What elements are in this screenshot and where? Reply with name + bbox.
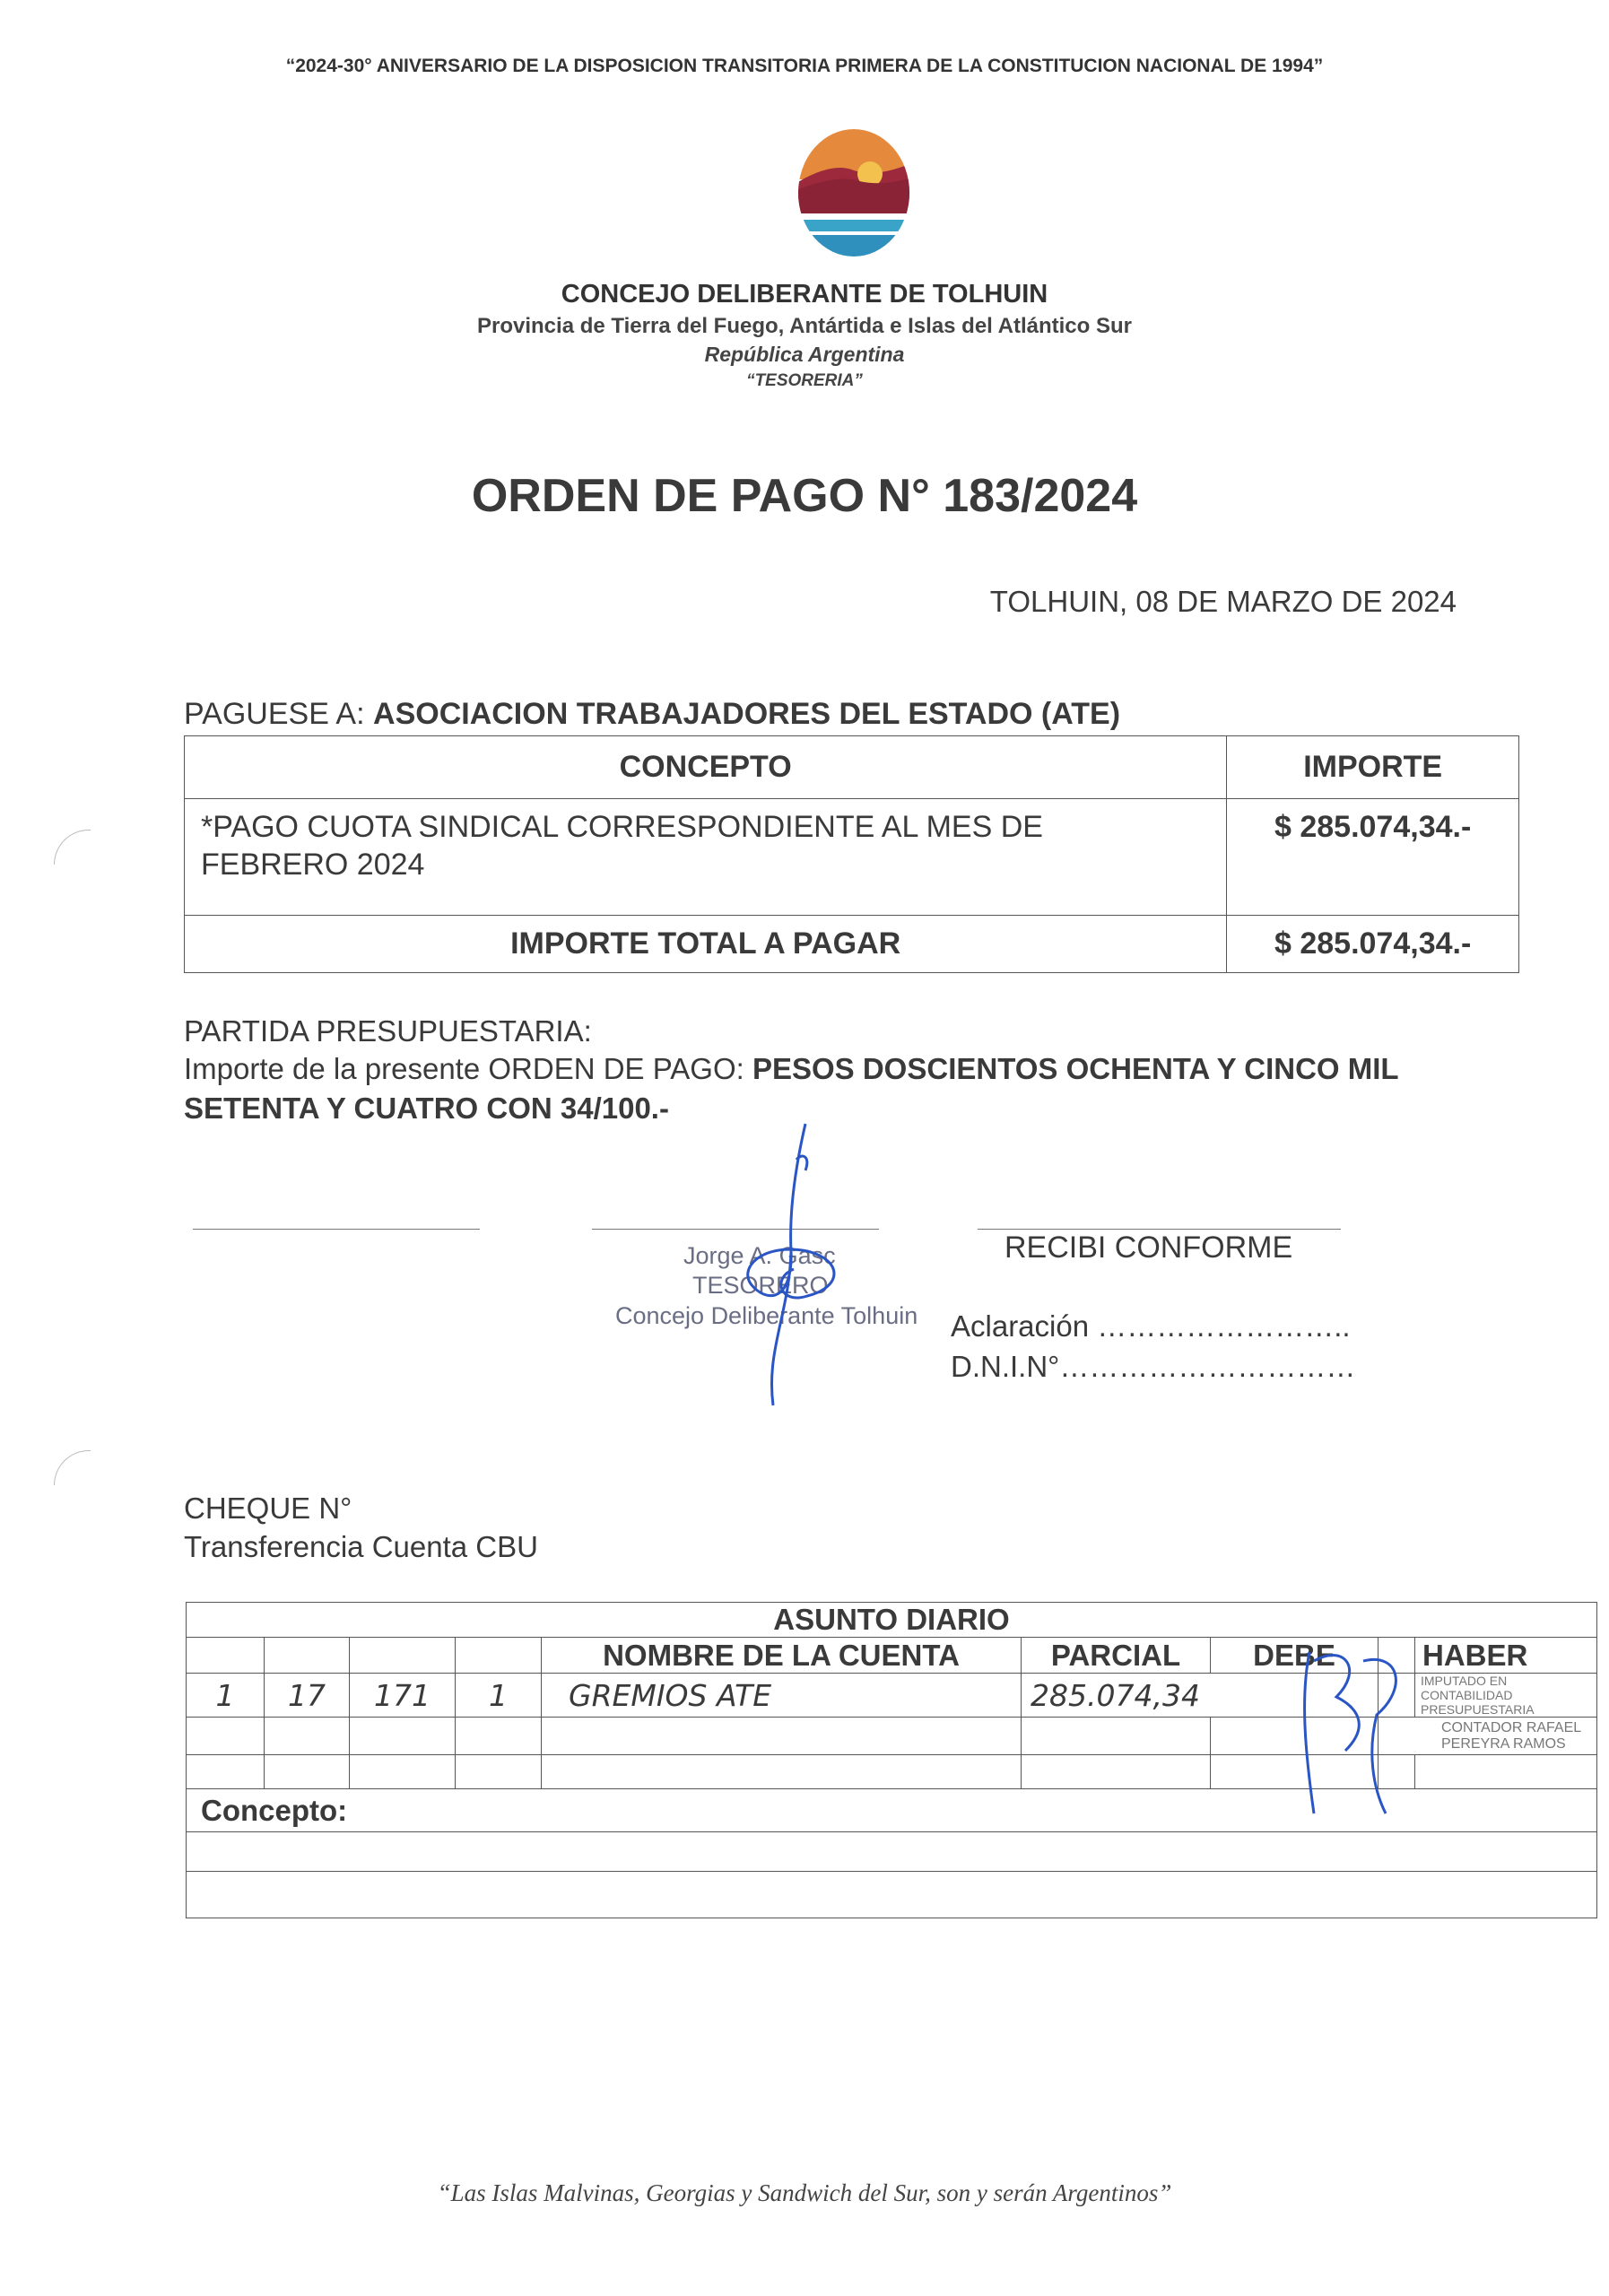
institution-country: República Argentina [704, 343, 905, 366]
empty-cell [456, 1755, 542, 1789]
total-amount: $ 285.074,34.- [1227, 916, 1519, 973]
empty-cell [1415, 1755, 1597, 1789]
account-code-2: 17 [265, 1674, 350, 1718]
dni-field: D.N.I.N°………………………… [951, 1350, 1356, 1383]
journal-concept-line [187, 1832, 1597, 1872]
concept-table [184, 735, 1519, 973]
footer-motto: “Las Islas Malvinas, Georgias y Sandwich del Sur, son y serán Argentinos” [437, 2179, 1172, 2206]
journal-concept-label: Concepto: [187, 1789, 1597, 1832]
punch-hole-mark [54, 1450, 91, 1485]
empty-cell [350, 1755, 456, 1789]
payee-line [184, 697, 1120, 732]
total-label: IMPORTE TOTAL A PAGAR [185, 916, 1227, 973]
credit-header: HABER [1415, 1638, 1597, 1674]
institution-province: Provincia de Tierra del Fuego, Antártida e Islas del Atlántico Sur [477, 314, 1132, 338]
document-date: TOLHUIN, 08 DE MARZO DE 2024 [989, 585, 1457, 618]
clarification-field: Aclaración …………………….. [951, 1309, 1351, 1343]
concept-item [185, 799, 1227, 916]
accounting-stamp-line-1: IMPUTADO EN [1421, 1674, 1508, 1688]
institution-name: CONCEJO DELIBERANTE DE TOLHUIN [561, 280, 1048, 309]
signature-line [978, 1229, 1341, 1230]
payee-label: PAGUESE A: [184, 697, 365, 731]
empty-cell [187, 1755, 265, 1789]
journal-concept-line [187, 1872, 1597, 1918]
empty-cell [1022, 1718, 1211, 1755]
account-code-1: 1 [187, 1674, 265, 1718]
concept-item-line-1: *PAGO CUOTA SINDICAL CORRESPONDIENTE AL MES DE [201, 810, 1043, 844]
amount-in-words-label: Importe de la presente ORDEN DE PAGO: [184, 1052, 744, 1085]
account-name-header: NOMBRE DE LA CUENTA [542, 1638, 1022, 1674]
account-code-cell [350, 1638, 456, 1674]
treasurer-stamp-name: Jorge A. Gasc [683, 1242, 836, 1269]
transfer-label: Transferencia Cuenta CBU [184, 1530, 538, 1563]
accounting-stamp-line-2: CONTABILIDAD PRESUPUESTARIA [1421, 1688, 1535, 1717]
amount-header: IMPORTE [1227, 736, 1519, 799]
debit-header: DEBE [1211, 1638, 1379, 1674]
account-code-cell [187, 1638, 265, 1674]
payee-name: ASOCIACION TRABAJADORES DEL ESTADO (ATE) [373, 697, 1121, 731]
signature-line [193, 1229, 480, 1230]
empty-cell [542, 1755, 1022, 1789]
empty-cell [542, 1718, 1022, 1755]
account-code-cell [265, 1638, 350, 1674]
cheque-label: CHEQUE N° [184, 1492, 352, 1525]
concept-item-amount: $ 285.074,34.- [1227, 799, 1519, 916]
accounting-stamp-line-3: CONTADOR RAFAEL PEREYRA RAMOS [1379, 1718, 1597, 1755]
journal-title: ASUNTO DIARIO [187, 1603, 1597, 1638]
account-code-cell [456, 1638, 542, 1674]
treasurer-stamp-org: Concejo Deliberante Tolhuin [615, 1302, 918, 1329]
treasurer-stamp-role: TESORERO [692, 1272, 829, 1299]
partial-entry: 285.074,34 [1022, 1674, 1379, 1718]
empty-cell [1022, 1755, 1211, 1789]
empty-cell [265, 1718, 350, 1755]
account-code-3: 171 [350, 1674, 456, 1718]
concept-item-line-2: FEBRERO 2024 [201, 848, 425, 882]
empty-cell [350, 1718, 456, 1755]
concept-header: CONCEPTO [185, 736, 1227, 799]
institution-department: “TESORERIA” [746, 371, 863, 390]
partial-header: PARCIAL [1022, 1638, 1211, 1674]
budget-label: PARTIDA PRESUPUESTARIA: [184, 1014, 592, 1048]
empty-cell [456, 1718, 542, 1755]
empty-cell [265, 1755, 350, 1789]
anniversary-motto: “2024-30° ANIVERSARIO DE LA DISPOSICION TRANSITORIA PRIMERA DE LA CONSTITUCION NACIONAL DE 1994” [285, 56, 1324, 76]
received-label: RECIBI CONFORME [1005, 1231, 1293, 1265]
treasurer-signature [709, 1117, 870, 1417]
debit-signature [1292, 1643, 1426, 1827]
institution-logo [796, 127, 911, 263]
accounting-stamp [1415, 1674, 1597, 1718]
punch-hole-mark [54, 830, 91, 865]
account-code-4: 1 [456, 1674, 542, 1718]
amount-in-words-value: PESOS DOSCIENTOS OCHENTA Y CINCO MIL SETENTA Y CUATRO CON 34/100.- [184, 1052, 1398, 1125]
document-title: ORDEN DE PAGO N° 183/2024 [471, 470, 1138, 522]
account-name-entry: GREMIOS ATE [542, 1674, 1022, 1718]
empty-cell [187, 1718, 265, 1755]
